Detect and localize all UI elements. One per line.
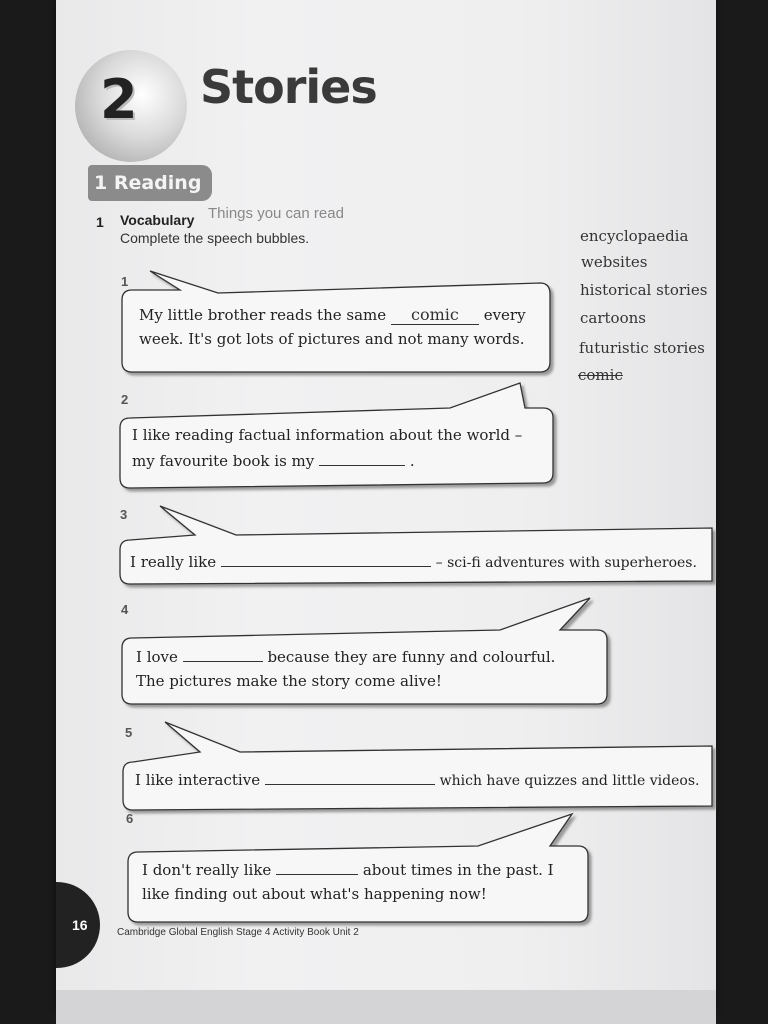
bubble-3-line-1: I really like – sci-fi adventures with superheroes. (130, 553, 697, 571)
answer-field-6[interactable] (276, 874, 358, 875)
bubble-5-line-1: I like interactive which have quizzes and little videos. (135, 771, 700, 789)
exercise-instruction: Complete the speech bubbles. (120, 230, 310, 246)
bubble-number: 5 (125, 725, 133, 740)
answer-field-4[interactable] (183, 661, 263, 662)
word-bank-item: futuristic stories (579, 339, 705, 357)
answer-field-2[interactable] (319, 465, 405, 466)
bubble-6-line-1: I don't really like about times in the past. I (142, 861, 554, 879)
answer-field-5[interactable] (265, 784, 435, 785)
bubble-number: 6 (126, 811, 134, 826)
bubble-4-line-1: I love because they are funny and colourful. (136, 648, 556, 666)
bubble-6-line-2: like finding out about what's happening now! (142, 885, 487, 903)
answer-field-3[interactable] (221, 566, 431, 567)
bubble-1-line-1: My little brother reads the same comic every (139, 305, 526, 324)
exercise-title: Vocabulary (120, 212, 195, 228)
bubble-1-line-2: week. It's got lots of pictures and not many words. (139, 330, 525, 348)
bubble-number: 1 (121, 274, 129, 289)
bubble-number: 4 (121, 602, 129, 617)
unit-title: Stories (200, 60, 377, 114)
bubble-number: 3 (120, 507, 128, 522)
bubble-2-line-2: my favourite book is my . (132, 452, 415, 470)
word-bank-item: websites (581, 253, 648, 271)
word-bank-item-used: comic (578, 366, 623, 384)
exercise-number: 1 (96, 214, 104, 230)
exercise-subtitle: Things you can read (208, 205, 344, 222)
section-tab: 1 Reading (88, 165, 212, 201)
unit-number: 2 (100, 68, 136, 131)
bubble-number: 2 (121, 392, 129, 407)
word-bank-item: historical stories (580, 281, 708, 299)
speech-bubble-5 (123, 722, 712, 810)
answer-field-1[interactable]: comic (391, 305, 479, 325)
bubble-2-line-1: I like reading factual information about the world – (132, 426, 523, 444)
word-bank-item: encyclopaedia (580, 227, 689, 245)
word-bank-item: cartoons (580, 309, 646, 327)
footer-text: Cambridge Global English Stage 4 Activity Book Unit 2 (117, 927, 359, 938)
bubble-4-line-2: The pictures make the story come alive! (136, 672, 442, 690)
speech-bubble-3 (120, 506, 712, 584)
page-number: 16 (72, 917, 88, 933)
